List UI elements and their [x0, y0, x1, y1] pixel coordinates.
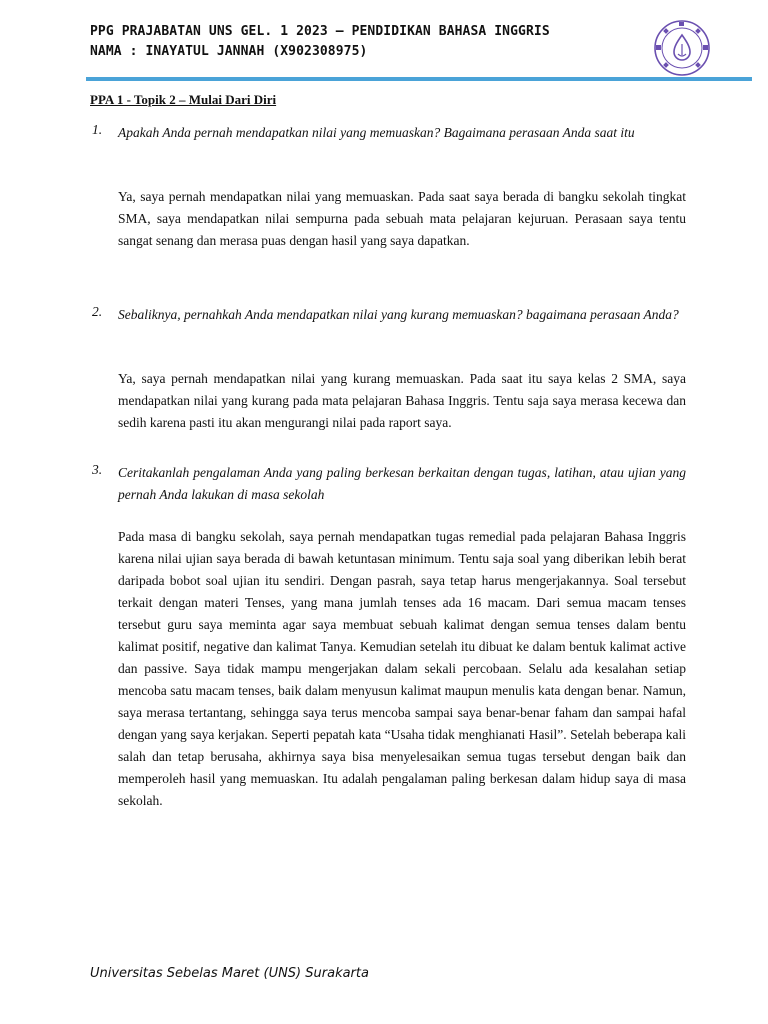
question-text: Apakah Anda pernah mendapatkan nilai yang memuaskan? Bagaimana perasaan Anda saat itu	[118, 125, 635, 140]
answer-text: Ya, saya pernah mendapatkan nilai yang kurang memuaskan. Pada saat itu saya kelas 2 SMA, saya mendapatkan nilai yang kurang pada mata pelajaran Bahasa Inggris. Tentu saja saya merasa kecewa dan sedih karena pasti itu akan mengurangi nilai pada raport saya.	[118, 371, 686, 430]
page-header	[0, 0, 768, 80]
uns-logo-icon	[652, 18, 712, 78]
document-title: PPA 1 - Topik 2 – Mulai Dari Diri	[90, 92, 277, 107]
answer-text: Ya, saya pernah mendapatkan nilai yang memuaskan. Pada saat saya berada di bangku sekolah tingkat SMA, saya mendapatkan nilai sempurna pada sebuah mata pelajaran kejuruan. Perasaan saya tentu sangat senang dan merasa puas dengan hasil yang saya dapatkan.	[118, 189, 686, 248]
item-number: 3.	[92, 462, 103, 477]
header-divider	[86, 77, 752, 81]
header-program-line: PPG PRAJABATAN UNS GEL. 1 2023 – PENDIDIKAN BAHASA INGGRIS	[90, 24, 550, 39]
header-name-line: NAMA : INAYATUL JANNAH (X902308975)	[90, 44, 368, 59]
item-number: 2.	[92, 304, 103, 319]
page-footer: Universitas Sebelas Maret (UNS) Surakarta	[90, 966, 369, 981]
question-text: Ceritakanlah pengalaman Anda yang paling berkesan berkaitan dengan tugas, latihan, atau ujian yang pernah Anda lakukan di masa sekolah	[118, 465, 686, 502]
item-number: 1.	[92, 122, 103, 137]
question-text: Sebaliknya, pernahkah Anda mendapatkan nilai yang kurang memuaskan? bagaimana perasaan Anda?	[118, 307, 679, 322]
answer-text: Pada masa di bangku sekolah, saya pernah mendapatkan tugas remedial pada pelajaran Bahasa Inggris karena nilai ujian saya berada di bawah ketuntasan minimum. Tentu saja soal yang diberikan lebih berat daripada bobot soal ujian itu sendiri. Dengan pasrah, saya tetap harus mengerjakannya. Soal tersebut terkait dengan materi Tenses, yang mana jumlah tenses ada 16 macam. Dari semua macam tenses tersebut guru saya meminta agar saya membuat sebuah kalimat dengan semua tenses dalam bentu kalimat positif, negative dan kalimat Tanya. Kemudian setelah itu dibuat ke dalam bentuk kalimat active dan passive. Saya tidak mampu mengerjakan dalam sekali percobaan. Selalu ada kesalahan setiap mencoba satu macam tenses, baik dalam menyusun kalimat maupun menulis kata dengan benar. Namun, saya merasa tertantang, sehingga saya terus mencoba sampai saya benar-benar faham dan sampai hafal dengan yang saya kerjakan. Seperti pepatah kata “Usaha tidak menghianati Hasil”. Setelah beberapa kali salah dan tetap berusaha, akhirnya saya bisa menyelesaikan semua tugas tersebut dengan baik dan memperoleh hasil yang memuaskan. Itu adalah pengalaman paling berkesan dalam hidup saya di masa sekolah.	[118, 529, 686, 808]
